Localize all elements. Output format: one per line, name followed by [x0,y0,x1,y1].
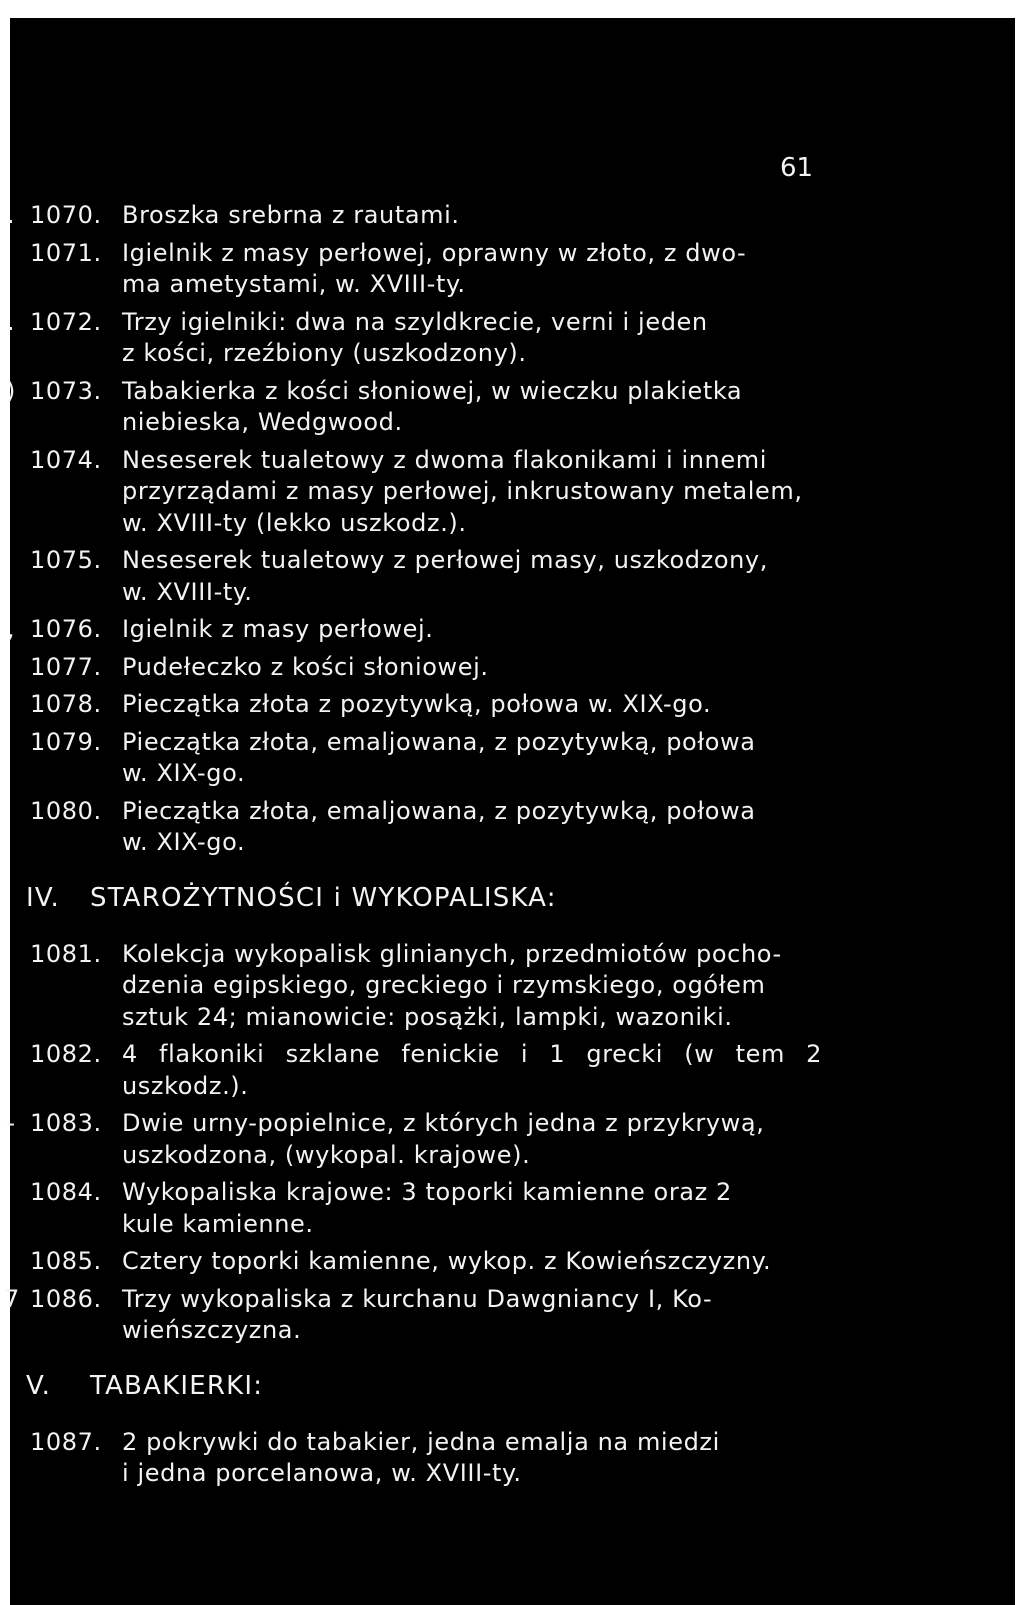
catalog-entry [10,652,1010,684]
description-line: w. XVIII-ty (lekko uszkodz.). [122,508,467,537]
entry-description [122,796,822,859]
entry-description [122,1427,822,1490]
description-line: Broszka srebrna z rautami. [122,201,460,229]
section-numeral: IV. [26,882,60,913]
catalog-entry [10,689,1010,721]
description-line: kule kamienne. [122,1209,314,1238]
entry-number: 1076. [30,615,102,643]
section-title: TABAKIERKI: [90,1370,264,1401]
entry-number: 1087. [30,1427,102,1456]
description-line: i jedna porcelanowa, w. XVIII-ty. [122,1459,522,1487]
entry-number: 1086. [30,1284,102,1313]
description-line: uszkodzona, (wykopal. krajowe). [122,1140,531,1169]
catalog-entry [10,238,1010,301]
description-line: przyrządami z masy perłowej, inkrustowany metalem, [122,477,803,505]
entry-description [122,1284,822,1347]
entry-number: 1078. [30,690,102,718]
entry-number: 1072. [30,307,102,336]
description-line: 4 flakoniki szklane fenickie i 1 grecki (w tem 2 uszkodz.). [122,1040,822,1100]
entry-description [122,376,822,439]
entry-number: 1070. [30,201,102,229]
entry-number: 1083. [30,1109,102,1137]
entry-description [122,1108,822,1171]
entry-description [122,939,822,1034]
description-line: z kości, rzeźbiony (uszkodzony). [122,339,527,367]
entry-description [122,614,822,646]
description-line: Igielnik z masy perłowej. [122,615,434,643]
entry-description [122,1246,822,1278]
margin-mark: . [6,201,16,229]
catalog-entry [10,939,1010,1034]
description-line: Cztery toporki kamienne, wykop. z Kowieńszczyzny. [122,1247,772,1275]
entry-number: 1080. [30,796,102,825]
entry-description [122,445,822,540]
catalog-entry [10,1427,1010,1490]
scanned-page [4,18,1015,1605]
description-line: ma ametystami, w. XVIII-ty. [122,270,466,298]
entry-number: 1079. [30,727,102,756]
entry-number: 1081. [30,939,102,968]
entry-description [122,200,822,232]
description-line: Pieczątka złota, emaljowana, z pozytywką, połowa [122,796,756,825]
entry-number: 1074. [30,445,102,474]
catalog-entry [6,307,1010,370]
description-line: Dwie urny-popielnice, z których jedna z przykrywą, [122,1109,765,1137]
entry-number: 1082. [30,1040,102,1068]
entry-number: 1077. [30,652,102,681]
margin-mark: . [6,307,16,336]
section-title: STAROŻYTNOŚCI i WYKOPALISKA: [90,882,557,913]
description-line: Neseserek tualetowy z dwoma flakonikami i innemi [122,445,767,474]
catalog-entry [6,614,1010,646]
margin-mark: - [6,1109,16,1137]
catalog-entry [6,1108,1010,1171]
description-line: w. XIX-go. [122,759,246,787]
description-line: sztuk 24; mianowicie: posążki, lampki, wazoniki. [122,1002,733,1031]
margin-mark: , [6,615,16,643]
description-line: Pudełeczko z kości słoniowej. [122,652,489,681]
description-line: wieńszczyzna. [122,1316,302,1344]
description-line: Wykopaliska krajowe: 3 toporki kamienne oraz 2 [122,1178,732,1206]
entry-number: 1071. [30,238,102,267]
description-line: Kolekcja wykopalisk glinianych, przedmiotów pocho- [122,939,782,968]
description-line: Trzy wykopaliska z kurchanu Dawgniancy I, Ko- [122,1284,713,1313]
description-line: dzenia egipskiego, greckiego i rzymskiego, ogółem [122,971,766,999]
entry-number: 1075. [30,546,102,574]
catalog-entry [4,1284,1010,1347]
entry-description [122,689,822,721]
margin-mark: 7 [4,1284,20,1313]
catalog-entry [10,1246,1010,1278]
margin-mark: ) [6,376,16,405]
entry-description [122,1177,822,1240]
section-v-heading [10,1369,1010,1403]
description-line: Trzy igielniki: dwa na szyldkrecie, verni i jeden [122,307,708,336]
entries-group-b [4,939,1010,1347]
entry-description [122,1039,822,1102]
entry-description [122,307,822,370]
description-line: w. XIX-go. [122,828,246,856]
entry-number: 1073. [30,376,102,405]
catalog-entry [10,1177,1010,1240]
description-line: Pieczątka złota z pozytywką, połowa w. XIX-go. [122,690,712,718]
catalog-entry [6,200,1010,232]
description-line: Pieczątka złota, emaljowana, z pozytywką, połowa [122,727,756,756]
entries-group-a [6,200,1010,859]
description-line: niebieska, Wedgwood. [122,408,403,436]
catalog-entry [6,376,1010,439]
catalog-entry [10,796,1010,859]
catalog-list [4,200,1010,1496]
catalog-entry [10,445,1010,540]
description-line: Igielnik z masy perłowej, oprawny w złoto, z dwo- [122,238,747,267]
section-iv-heading [10,881,1010,915]
catalog-entry [10,727,1010,790]
entry-number: 1085. [30,1247,102,1275]
description-line: Tabakierka z kości słoniowej, w wieczku plakietka [122,376,743,405]
page-number: 61 [780,153,814,183]
catalog-entry [10,1039,1010,1102]
entries-group-c [10,1427,1010,1490]
entry-number: 1084. [30,1178,102,1206]
entry-description [122,652,822,684]
entry-description [122,545,822,608]
description-line: w. XVIII-ty. [122,577,253,606]
entry-description [122,238,822,301]
catalog-entry [10,545,1010,608]
section-numeral: V. [26,1370,52,1401]
entry-description [122,727,822,790]
description-line: 2 pokrywki do tabakier, jedna emalja na miedzi [122,1427,720,1456]
description-line: Neseserek tualetowy z perłowej masy, uszkodzony, [122,546,768,574]
